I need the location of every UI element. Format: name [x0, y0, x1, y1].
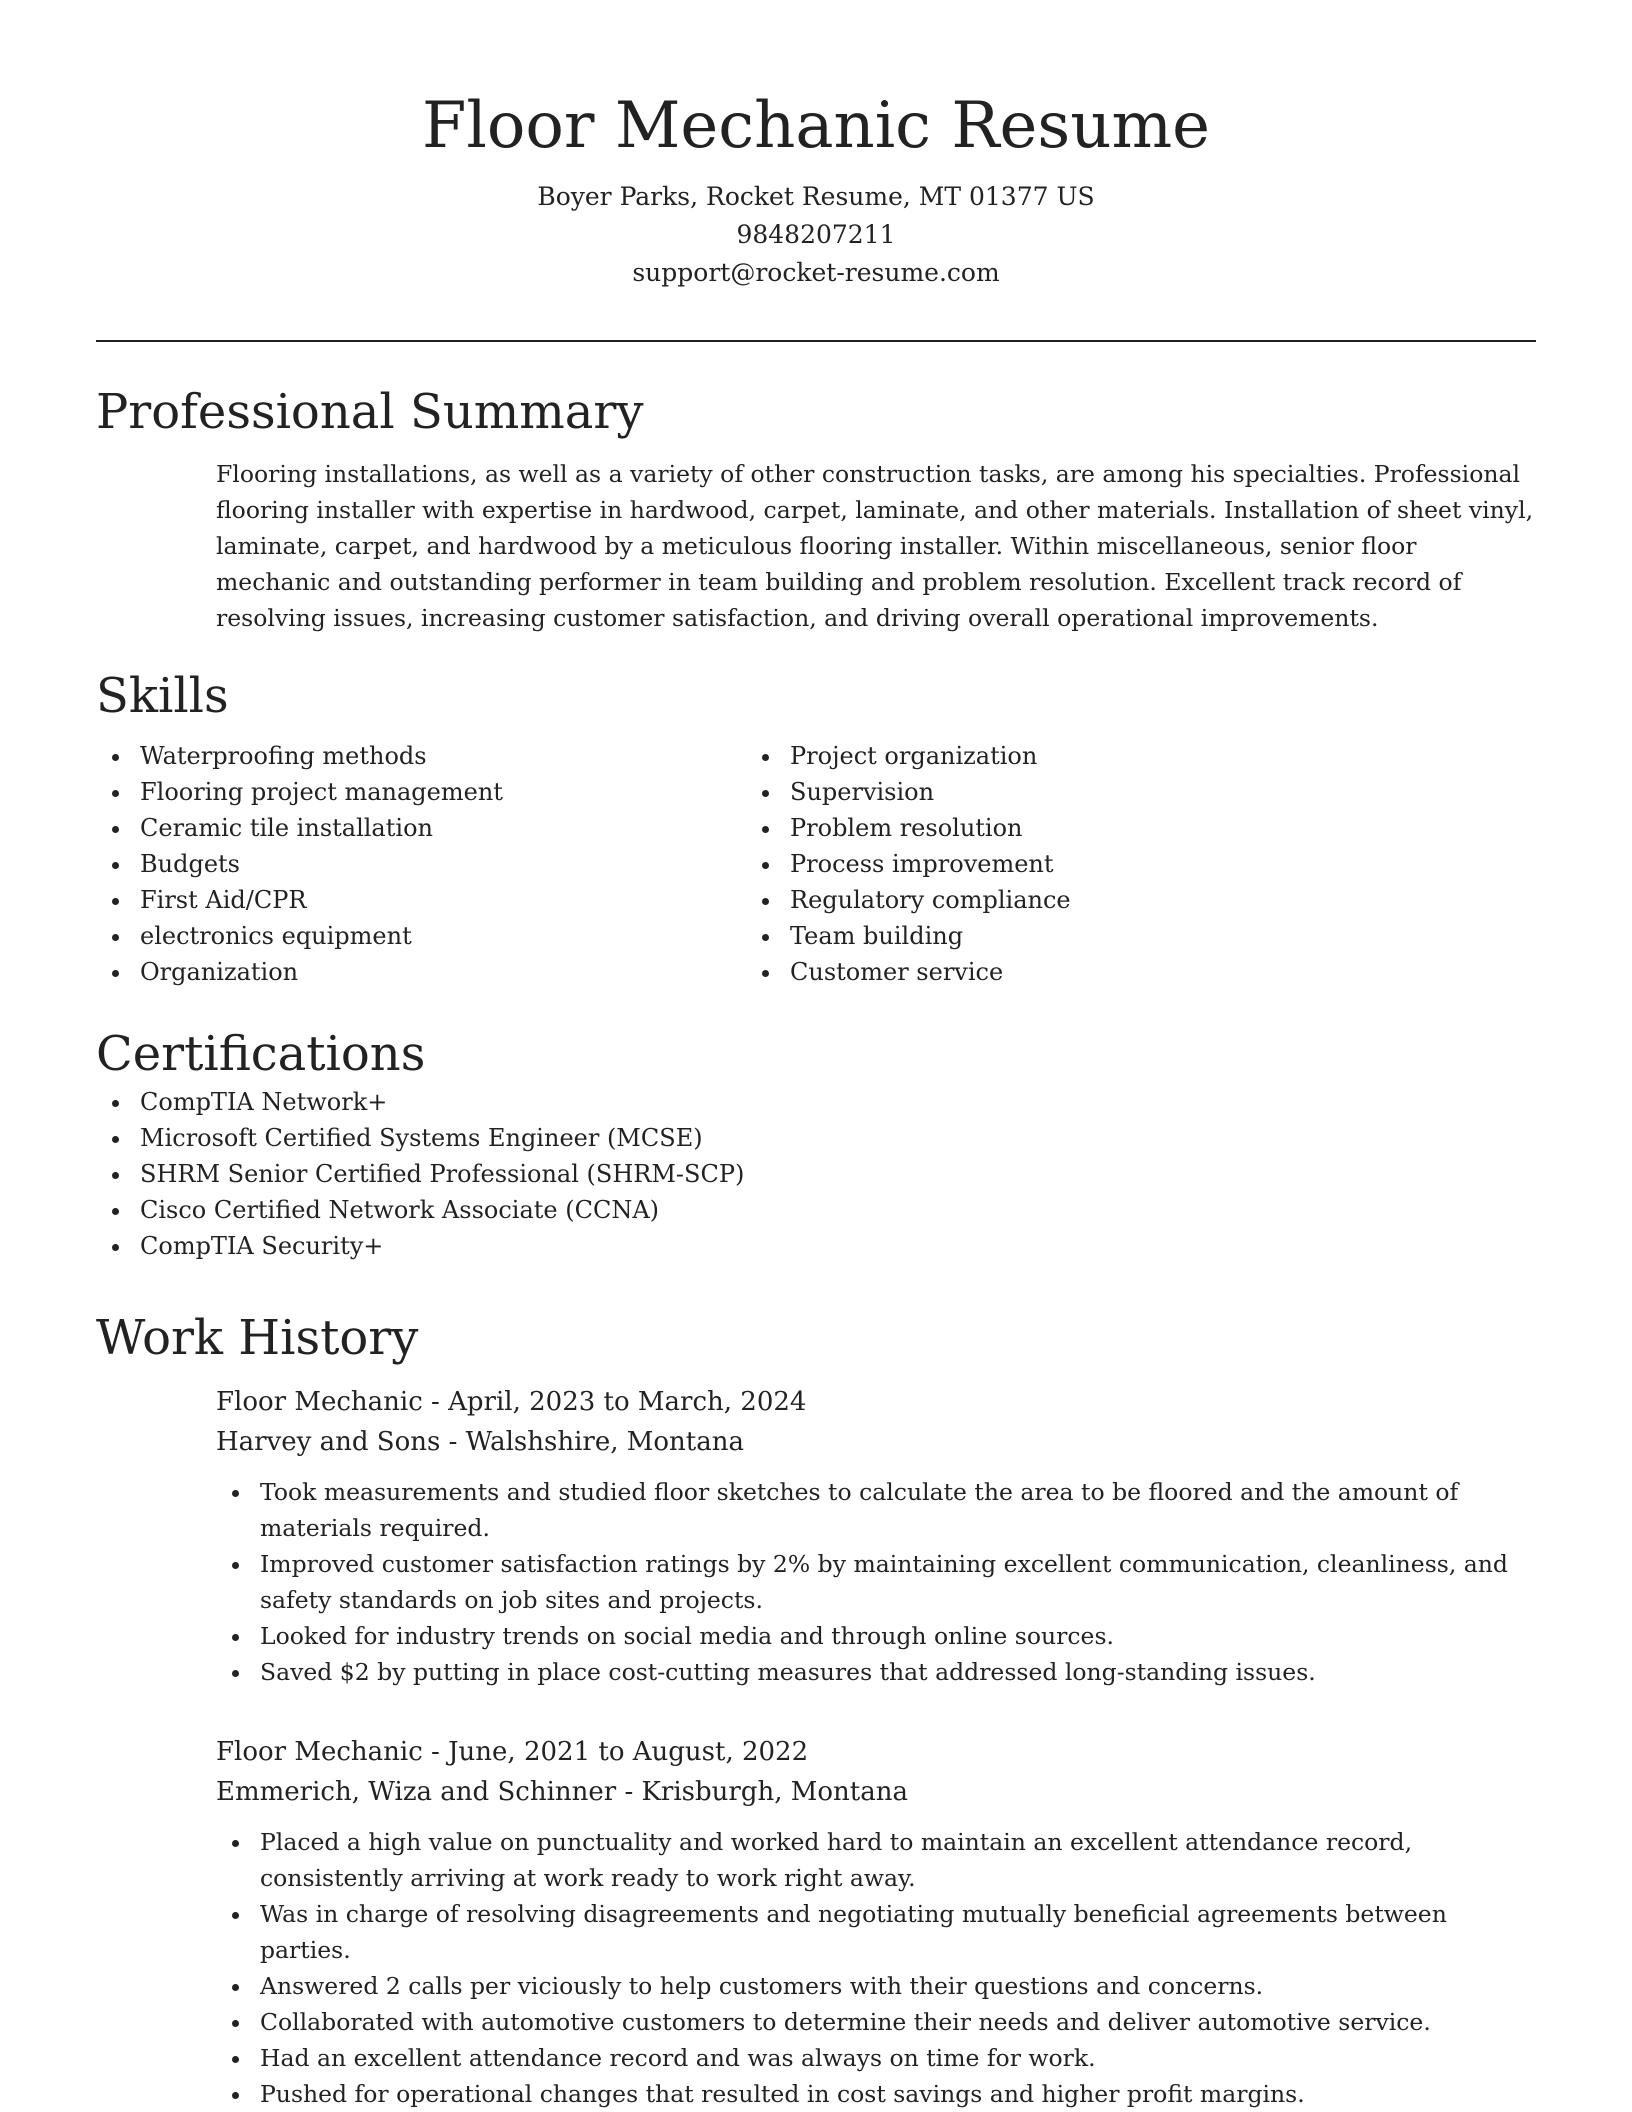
work-history-heading: Work History: [96, 1310, 419, 1366]
list-item: CompTIA Network+: [96, 1084, 1536, 1120]
job-duties-list: [216, 1824, 1536, 2112]
list-item: Cisco Certified Network Associate (CCNA): [96, 1192, 1536, 1228]
job-duties-list: [216, 1474, 1536, 1690]
job-entry: [216, 1382, 1536, 1690]
list-item: Placed a high value on punctuality and worked hard to maintain an excellent attendance record, consistently arriving at work ready to work right away.: [216, 1824, 1536, 1896]
contact-email: support@rocket-resume.com: [632, 258, 1000, 287]
work-history-section: [96, 1308, 1536, 2112]
list-item: Answered 2 calls per viciously to help customers with their questions and concerns.: [216, 1968, 1536, 2004]
list-item: Was in charge of resolving disagreements and negotiating mutually beneficial agreements between parties.: [216, 1896, 1536, 1968]
job-company: Harvey and Sons - Walshshire, Montana: [216, 1427, 744, 1457]
list-item: Looked for industry trends on social media and through online sources.: [216, 1618, 1536, 1654]
list-item: CompTIA Security+: [96, 1228, 1536, 1264]
list-item: Customer service: [746, 954, 1306, 990]
list-item: Took measurements and studied floor sketches to calculate the area to be floored and the amount of materials required.: [216, 1474, 1536, 1546]
job-title: Floor Mechanic - April, 2023 to March, 2024: [216, 1387, 807, 1417]
list-item: Project organization: [746, 738, 1306, 774]
list-item: Microsoft Certified Systems Engineer (MCSE): [96, 1120, 1536, 1156]
list-item: Had an excellent attendance record and was always on time for work.: [216, 2040, 1536, 2076]
skills-heading: Skills: [96, 668, 229, 724]
header-divider: [96, 340, 1536, 342]
job-spacer: [96, 1690, 1536, 1718]
list-item: Organization: [96, 954, 746, 990]
list-item: Ceramic tile installation: [96, 810, 746, 846]
resume-title: Floor Mechanic Resume: [421, 89, 1211, 163]
list-item: Improved customer satisfaction ratings by 2% by maintaining excellent communication, cleanliness, and safety standards on job sites and projects.: [216, 1546, 1536, 1618]
list-item: Team building: [746, 918, 1306, 954]
job-title: Floor Mechanic - June, 2021 to August, 2022: [216, 1737, 809, 1767]
list-item: First Aid/CPR: [96, 882, 746, 918]
resume-header: [0, 0, 1632, 292]
list-item: SHRM Senior Certified Professional (SHRM-SCP): [96, 1156, 1536, 1192]
job-company: Emmerich, Wiza and Schinner - Krisburgh, Montana: [216, 1777, 908, 1807]
list-item: Saved $2 by putting in place cost-cutting measures that addressed long-standing issues.: [216, 1654, 1536, 1690]
list-item: Waterproofing methods: [96, 738, 746, 774]
skills-section: [96, 666, 1536, 990]
summary-heading: Professional Summary: [96, 384, 644, 440]
skills-columns: [96, 738, 1536, 990]
skills-list-left: [96, 738, 746, 990]
list-item: Flooring project management: [96, 774, 746, 810]
list-item: Budgets: [96, 846, 746, 882]
list-item: Pushed for operational changes that resulted in cost savings and higher profit margins.: [216, 2076, 1536, 2112]
list-item: Regulatory compliance: [746, 882, 1306, 918]
certifications-heading: Certifications: [96, 1026, 426, 1082]
certifications-section: [96, 1024, 1536, 1264]
summary-text: Flooring installations, as well as a variety of other construction tasks, are among his specialties. Professional flooring installer with expertise in hardwood, carpet, laminate, and other materials. Installation of sheet vinyl, laminate, carpet, and hardwood by a meticulous flooring installer. Within miscellaneous, senior floor mechanic and outstanding performer in team building and problem resolution. Excellent track record of resolving issues, increasing customer satisfaction, and driving overall operational improvements.: [216, 460, 1534, 632]
list-item: Collaborated with automotive customers to determine their needs and deliver automotive service.: [216, 2004, 1536, 2040]
contact-address: Boyer Parks, Rocket Resume, MT 01377 US: [537, 182, 1095, 211]
summary-section: [96, 382, 1536, 636]
list-item: Process improvement: [746, 846, 1306, 882]
job-entry: [216, 1732, 1536, 2112]
list-item: Problem resolution: [746, 810, 1306, 846]
contact-phone: 9848207211: [736, 220, 896, 249]
skills-list-right: [746, 738, 1306, 990]
list-item: electronics equipment: [96, 918, 746, 954]
certifications-list: [96, 1084, 1536, 1264]
list-item: Supervision: [746, 774, 1306, 810]
